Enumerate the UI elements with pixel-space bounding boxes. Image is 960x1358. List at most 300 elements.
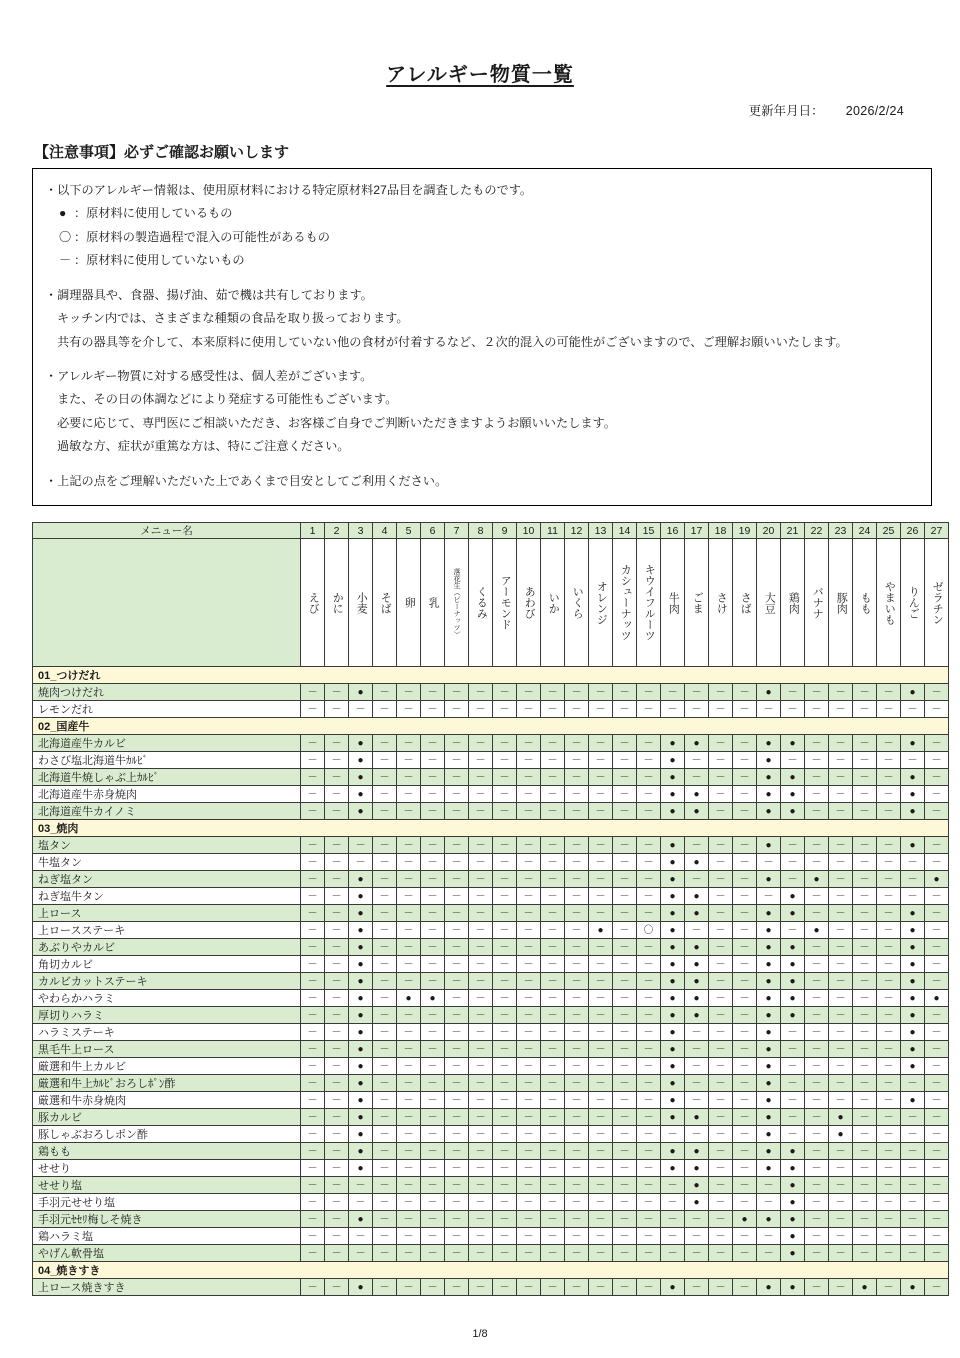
filled-circle-icon: ● bbox=[669, 738, 676, 750]
dash-icon: － bbox=[523, 976, 534, 988]
dash-icon: － bbox=[379, 1214, 390, 1226]
dash-icon: － bbox=[379, 738, 390, 750]
allergen-cell-10 bbox=[517, 735, 541, 752]
allergen-cell-16 bbox=[661, 990, 685, 1007]
allergen-cell-8 bbox=[469, 1007, 493, 1024]
allergen-cell-8 bbox=[469, 1194, 493, 1211]
filled-circle-icon: ● bbox=[765, 925, 772, 937]
dash-icon: － bbox=[619, 976, 630, 988]
dash-icon: － bbox=[643, 1129, 654, 1141]
filled-circle-icon: ● bbox=[909, 1044, 916, 1056]
dash-icon: － bbox=[571, 687, 582, 699]
filled-circle-icon: ● bbox=[789, 1010, 796, 1022]
allergen-cell-26 bbox=[901, 1007, 925, 1024]
dash-icon: － bbox=[331, 1112, 342, 1124]
allergen-cell-12 bbox=[565, 922, 589, 939]
dash-icon: － bbox=[523, 1282, 534, 1294]
allergen-cell-20 bbox=[757, 786, 781, 803]
allergen-cell-3 bbox=[349, 871, 373, 888]
dash-icon: － bbox=[571, 1231, 582, 1243]
allergen-label: 卵 bbox=[403, 597, 416, 609]
allergen-cell-25 bbox=[877, 1126, 901, 1143]
legend-possible bbox=[45, 226, 919, 249]
allergen-cell-18 bbox=[709, 1007, 733, 1024]
dash-icon: － bbox=[931, 1061, 942, 1073]
dash-icon: － bbox=[379, 1044, 390, 1056]
dash-icon: － bbox=[355, 857, 366, 869]
allergen-cell-13 bbox=[589, 1126, 613, 1143]
dash-icon: － bbox=[883, 755, 894, 767]
allergen-cell-1 bbox=[301, 1126, 325, 1143]
dash-icon: － bbox=[403, 1282, 414, 1294]
allergen-cell-1 bbox=[301, 973, 325, 990]
allergen-cell-10 bbox=[517, 1228, 541, 1245]
dash-icon: － bbox=[835, 1248, 846, 1260]
dash-icon: － bbox=[859, 687, 870, 699]
dash-icon: － bbox=[451, 1129, 462, 1141]
filled-circle-icon: ● bbox=[909, 738, 916, 750]
dash-icon: － bbox=[451, 1163, 462, 1175]
allergen-cell-21 bbox=[781, 735, 805, 752]
dash-icon: － bbox=[931, 1010, 942, 1022]
dash-icon: － bbox=[331, 1180, 342, 1192]
dash-icon: － bbox=[499, 1044, 510, 1056]
dash-icon: － bbox=[787, 857, 798, 869]
menu-item-name: やわらかハラミ bbox=[33, 990, 301, 1007]
allergen-cell-21 bbox=[781, 769, 805, 786]
dash-icon: － bbox=[595, 1044, 606, 1056]
dash-icon: － bbox=[307, 925, 318, 937]
allergen-cell-9 bbox=[493, 1177, 517, 1194]
allergen-cell-8 bbox=[469, 1024, 493, 1041]
allergen-cell-27 bbox=[925, 1024, 949, 1041]
allergen-header-19 bbox=[733, 539, 757, 667]
allergen-cell-14 bbox=[613, 1211, 637, 1228]
dash-icon: － bbox=[811, 891, 822, 903]
allergen-cell-25 bbox=[877, 1228, 901, 1245]
dash-icon: － bbox=[811, 1095, 822, 1107]
dash-icon: － bbox=[379, 1248, 390, 1260]
allergen-cell-23 bbox=[829, 1245, 853, 1262]
dash-icon: － bbox=[451, 976, 462, 988]
allergen-cell-5 bbox=[397, 837, 421, 854]
dash-icon: － bbox=[715, 1112, 726, 1124]
allergen-header-10 bbox=[517, 539, 541, 667]
allergen-cell-5 bbox=[397, 1228, 421, 1245]
allergen-cell-6 bbox=[421, 684, 445, 701]
dash-icon: － bbox=[931, 1248, 942, 1260]
dash-icon: － bbox=[883, 1248, 894, 1260]
allergen-label: 鶏肉 bbox=[787, 591, 800, 614]
dash-icon: － bbox=[499, 1282, 510, 1294]
allergen-cell-27 bbox=[925, 956, 949, 973]
dash-icon: － bbox=[451, 704, 462, 716]
allergen-cell-17 bbox=[685, 752, 709, 769]
dash-icon: － bbox=[331, 704, 342, 716]
allergen-cell-2 bbox=[325, 990, 349, 1007]
allergen-number-20: 20 bbox=[757, 523, 781, 539]
filled-circle-icon: ● bbox=[693, 738, 700, 750]
allergen-cell-5 bbox=[397, 1058, 421, 1075]
allergen-label: あわび bbox=[523, 586, 536, 620]
allergen-cell-17 bbox=[685, 1177, 709, 1194]
allergen-cell-18 bbox=[709, 752, 733, 769]
allergen-number-17: 17 bbox=[685, 523, 709, 539]
allergen-cell-5 bbox=[397, 1279, 421, 1296]
allergen-cell-19 bbox=[733, 786, 757, 803]
allergen-cell-17 bbox=[685, 1126, 709, 1143]
allergen-cell-12 bbox=[565, 1160, 589, 1177]
filled-circle-icon: ● bbox=[909, 806, 916, 818]
table-row bbox=[33, 854, 949, 871]
filled-circle-icon: ● bbox=[693, 1180, 700, 1192]
dash-icon: － bbox=[715, 704, 726, 716]
allergen-cell-18 bbox=[709, 973, 733, 990]
dash-icon: － bbox=[379, 891, 390, 903]
dash-icon: － bbox=[739, 1248, 750, 1260]
menu-item-name: 豚カルビ bbox=[33, 1109, 301, 1126]
allergen-cell-11 bbox=[541, 1126, 565, 1143]
dash-icon: － bbox=[787, 1129, 798, 1141]
allergen-cell-11 bbox=[541, 1075, 565, 1092]
dash-icon: － bbox=[883, 1112, 894, 1124]
allergen-cell-23 bbox=[829, 990, 853, 1007]
filled-circle-icon: ● bbox=[909, 959, 916, 971]
allergen-cell-22 bbox=[805, 1211, 829, 1228]
dash-icon: － bbox=[595, 1078, 606, 1090]
menu-item-name: 豚しゃぶおろしポン酢 bbox=[33, 1126, 301, 1143]
dash-icon: － bbox=[379, 1197, 390, 1209]
dash-icon: － bbox=[835, 908, 846, 920]
dash-icon: － bbox=[523, 1197, 534, 1209]
allergen-cell-11 bbox=[541, 905, 565, 922]
notice-spacer-1 bbox=[45, 273, 919, 284]
allergen-cell-26 bbox=[901, 1143, 925, 1160]
allergen-cell-2 bbox=[325, 1109, 349, 1126]
allergen-cell-15 bbox=[637, 1024, 661, 1041]
dash-icon: － bbox=[715, 1282, 726, 1294]
dash-icon: － bbox=[307, 1027, 318, 1039]
dash-icon: － bbox=[907, 857, 918, 869]
allergen-cell-11 bbox=[541, 1041, 565, 1058]
allergen-cell-12 bbox=[565, 888, 589, 905]
dash-icon: － bbox=[643, 942, 654, 954]
allergen-cell-24 bbox=[853, 1041, 877, 1058]
allergen-cell-8 bbox=[469, 786, 493, 803]
filled-circle-icon: ● bbox=[357, 976, 364, 988]
allergen-cell-19 bbox=[733, 1058, 757, 1075]
dash-icon: － bbox=[715, 1061, 726, 1073]
dash-icon: － bbox=[907, 1248, 918, 1260]
allergen-cell-18 bbox=[709, 1126, 733, 1143]
allergen-cell-18 bbox=[709, 871, 733, 888]
dash-icon: － bbox=[355, 1180, 366, 1192]
filled-circle-icon: ● bbox=[765, 755, 772, 767]
dash-icon: － bbox=[427, 908, 438, 920]
allergen-label: いか bbox=[547, 591, 560, 614]
dash-icon: － bbox=[307, 687, 318, 699]
dash-icon: － bbox=[331, 806, 342, 818]
allergen-cell-27 bbox=[925, 1245, 949, 1262]
allergen-cell-15 bbox=[637, 1160, 661, 1177]
allergen-cell-1 bbox=[301, 786, 325, 803]
dash-icon: － bbox=[547, 925, 558, 937]
filled-circle-icon: ● bbox=[669, 1112, 676, 1124]
dash-icon: － bbox=[547, 840, 558, 852]
dash-icon: － bbox=[883, 1282, 894, 1294]
dash-icon: － bbox=[403, 908, 414, 920]
allergen-cell-19 bbox=[733, 769, 757, 786]
dash-icon: － bbox=[331, 840, 342, 852]
allergen-cell-22 bbox=[805, 854, 829, 871]
allergen-cell-17 bbox=[685, 1194, 709, 1211]
dash-icon: － bbox=[307, 1061, 318, 1073]
dash-icon: － bbox=[883, 789, 894, 801]
allergen-cell-14 bbox=[613, 956, 637, 973]
allergen-cell-21 bbox=[781, 1126, 805, 1143]
allergen-cell-4 bbox=[373, 1041, 397, 1058]
allergen-cell-23 bbox=[829, 1211, 853, 1228]
dash-icon: － bbox=[931, 942, 942, 954]
dash-icon: － bbox=[835, 806, 846, 818]
table-row bbox=[33, 1126, 949, 1143]
allergen-cell-2 bbox=[325, 1245, 349, 1262]
allergen-cell-13 bbox=[589, 854, 613, 871]
dash-icon: － bbox=[499, 908, 510, 920]
allergen-cell-13 bbox=[589, 871, 613, 888]
allergen-cell-16 bbox=[661, 888, 685, 905]
allergen-cell-4 bbox=[373, 1109, 397, 1126]
dash-icon: － bbox=[331, 1197, 342, 1209]
allergen-cell-21 bbox=[781, 1075, 805, 1092]
allergen-cell-23 bbox=[829, 1109, 853, 1126]
table-row bbox=[33, 1024, 949, 1041]
dash-icon: － bbox=[835, 874, 846, 886]
dash-icon: － bbox=[523, 1061, 534, 1073]
dash-icon: － bbox=[811, 704, 822, 716]
filled-circle-icon: ● bbox=[693, 806, 700, 818]
allergen-cell-25 bbox=[877, 684, 901, 701]
table-row bbox=[33, 905, 949, 922]
dash-icon: － bbox=[331, 772, 342, 784]
filled-circle-icon: ● bbox=[789, 1180, 796, 1192]
category-row bbox=[33, 718, 949, 735]
allergen-cell-21 bbox=[781, 803, 805, 820]
allergen-cell-11 bbox=[541, 854, 565, 871]
allergen-cell-18 bbox=[709, 769, 733, 786]
dash-icon: － bbox=[475, 1095, 486, 1107]
allergen-cell-10 bbox=[517, 1245, 541, 1262]
dash-icon: － bbox=[307, 976, 318, 988]
allergen-cell-15 bbox=[637, 922, 661, 939]
allergen-cell-26 bbox=[901, 956, 925, 973]
allergen-cell-5 bbox=[397, 1109, 421, 1126]
allergen-header-22 bbox=[805, 539, 829, 667]
allergen-cell-27 bbox=[925, 922, 949, 939]
dash-icon: － bbox=[739, 1095, 750, 1107]
allergen-cell-13 bbox=[589, 1075, 613, 1092]
allergen-number-15: 15 bbox=[637, 523, 661, 539]
allergen-cell-3 bbox=[349, 973, 373, 990]
filled-circle-icon: ● bbox=[765, 1095, 772, 1107]
allergen-cell-23 bbox=[829, 1228, 853, 1245]
dash-icon: － bbox=[403, 925, 414, 937]
allergen-cell-12 bbox=[565, 684, 589, 701]
allergen-header-9 bbox=[493, 539, 517, 667]
allergen-cell-15 bbox=[637, 973, 661, 990]
dash-icon: － bbox=[595, 1248, 606, 1260]
allergen-cell-20 bbox=[757, 1245, 781, 1262]
allergen-cell-24 bbox=[853, 684, 877, 701]
dash-icon: － bbox=[835, 1061, 846, 1073]
allergen-cell-17 bbox=[685, 701, 709, 718]
allergen-cell-18 bbox=[709, 922, 733, 939]
allergen-cell-14 bbox=[613, 1092, 637, 1109]
allergen-cell-2 bbox=[325, 1194, 349, 1211]
allergen-cell-22 bbox=[805, 1143, 829, 1160]
dash-icon: － bbox=[667, 704, 678, 716]
allergen-cell-5 bbox=[397, 1245, 421, 1262]
dash-icon: － bbox=[787, 840, 798, 852]
dash-icon: － bbox=[883, 1027, 894, 1039]
dash-icon: － bbox=[859, 874, 870, 886]
allergen-cell-20 bbox=[757, 973, 781, 990]
allergen-cell-22 bbox=[805, 1177, 829, 1194]
filled-circle-icon: ● bbox=[357, 772, 364, 784]
dash-icon: － bbox=[715, 1146, 726, 1158]
dash-icon: － bbox=[811, 1282, 822, 1294]
dash-icon: － bbox=[475, 840, 486, 852]
allergen-cell-13 bbox=[589, 1245, 613, 1262]
dash-icon: － bbox=[379, 976, 390, 988]
page-title: アレルギー物質一覧 bbox=[386, 64, 574, 86]
dash-icon: － bbox=[547, 806, 558, 818]
dash-icon: － bbox=[595, 1146, 606, 1158]
dash-icon: － bbox=[475, 925, 486, 937]
allergen-cell-25 bbox=[877, 1194, 901, 1211]
allergen-cell-10 bbox=[517, 871, 541, 888]
allergen-cell-11 bbox=[541, 1160, 565, 1177]
allergen-cell-2 bbox=[325, 973, 349, 990]
allergen-cell-9 bbox=[493, 1211, 517, 1228]
filled-circle-icon: ● bbox=[765, 687, 772, 699]
allergen-cell-27 bbox=[925, 752, 949, 769]
allergen-cell-23 bbox=[829, 854, 853, 871]
menu-item-name: 厚切りハラミ bbox=[33, 1007, 301, 1024]
allergen-cell-6 bbox=[421, 803, 445, 820]
allergen-cell-8 bbox=[469, 1160, 493, 1177]
allergen-cell-16 bbox=[661, 1109, 685, 1126]
dash-icon: － bbox=[811, 857, 822, 869]
menu-item-name: 塩タン bbox=[33, 837, 301, 854]
dash-icon: － bbox=[475, 1044, 486, 1056]
allergen-cell-13 bbox=[589, 1058, 613, 1075]
dash-icon: － bbox=[523, 1163, 534, 1175]
dash-icon: － bbox=[523, 942, 534, 954]
dash-icon: － bbox=[571, 942, 582, 954]
dash-icon: － bbox=[571, 1180, 582, 1192]
allergen-cell-13 bbox=[589, 1177, 613, 1194]
allergen-cell-27 bbox=[925, 1007, 949, 1024]
allergen-cell-4 bbox=[373, 1177, 397, 1194]
allergen-header-4 bbox=[373, 539, 397, 667]
dash-icon: － bbox=[907, 891, 918, 903]
allergen-cell-15 bbox=[637, 1109, 661, 1126]
dash-icon: － bbox=[835, 976, 846, 988]
dash-icon: － bbox=[403, 1197, 414, 1209]
allergen-cell-6 bbox=[421, 1143, 445, 1160]
dash-icon: － bbox=[811, 942, 822, 954]
allergen-cell-25 bbox=[877, 1211, 901, 1228]
allergen-cell-1 bbox=[301, 1058, 325, 1075]
allergen-cell-2 bbox=[325, 939, 349, 956]
allergen-cell-8 bbox=[469, 956, 493, 973]
allergen-label: 牛肉 bbox=[667, 591, 680, 614]
dash-icon: － bbox=[475, 942, 486, 954]
dash-icon: － bbox=[499, 874, 510, 886]
allergen-cell-15 bbox=[637, 701, 661, 718]
allergen-cell-7 bbox=[445, 803, 469, 820]
allergen-cell-1 bbox=[301, 1143, 325, 1160]
menu-item-name: 北海道産牛カルビ bbox=[33, 735, 301, 752]
dash-icon: － bbox=[811, 1061, 822, 1073]
allergen-cell-20 bbox=[757, 701, 781, 718]
dash-icon: － bbox=[499, 1197, 510, 1209]
allergen-label: やまいも bbox=[883, 580, 896, 625]
allergen-cell-27 bbox=[925, 1075, 949, 1092]
allergen-cell-15 bbox=[637, 990, 661, 1007]
dash-icon: － bbox=[307, 755, 318, 767]
category-label: 04_焼きすき bbox=[33, 1262, 949, 1279]
dash-icon: － bbox=[739, 738, 750, 750]
allergen-cell-24 bbox=[853, 1109, 877, 1126]
allergen-number-21: 21 bbox=[781, 523, 805, 539]
filled-circle-icon: ● bbox=[357, 789, 364, 801]
allergen-cell-10 bbox=[517, 1041, 541, 1058]
dash-icon: － bbox=[859, 840, 870, 852]
allergen-cell-2 bbox=[325, 752, 349, 769]
dash-icon: － bbox=[835, 1163, 846, 1175]
allergen-cell-16 bbox=[661, 786, 685, 803]
dash-icon: － bbox=[907, 1214, 918, 1226]
allergen-cell-14 bbox=[613, 1109, 637, 1126]
allergen-cell-24 bbox=[853, 1007, 877, 1024]
allergen-cell-16 bbox=[661, 803, 685, 820]
allergen-cell-26 bbox=[901, 1279, 925, 1296]
dash-icon: － bbox=[403, 738, 414, 750]
dash-icon: － bbox=[403, 772, 414, 784]
allergen-cell-17 bbox=[685, 905, 709, 922]
allergen-cell-7 bbox=[445, 752, 469, 769]
dash-icon: － bbox=[475, 1146, 486, 1158]
dash-icon: － bbox=[691, 1027, 702, 1039]
allergen-cell-26 bbox=[901, 1024, 925, 1041]
dash-icon: － bbox=[571, 1112, 582, 1124]
dash-icon: － bbox=[427, 687, 438, 699]
allergen-cell-1 bbox=[301, 1075, 325, 1092]
menu-item-name: 黒毛牛上ロース bbox=[33, 1041, 301, 1058]
allergen-cell-24 bbox=[853, 888, 877, 905]
dash-icon: － bbox=[523, 1112, 534, 1124]
allergen-number-16: 16 bbox=[661, 523, 685, 539]
allergen-cell-14 bbox=[613, 1058, 637, 1075]
allergen-cell-19 bbox=[733, 956, 757, 973]
dash-icon: － bbox=[307, 1180, 318, 1192]
menu-item-name: わさび塩北海道牛ｶﾙﾋﾞ bbox=[33, 752, 301, 769]
dash-icon: － bbox=[931, 1197, 942, 1209]
allergen-number-24: 24 bbox=[853, 523, 877, 539]
allergen-cell-9 bbox=[493, 922, 517, 939]
